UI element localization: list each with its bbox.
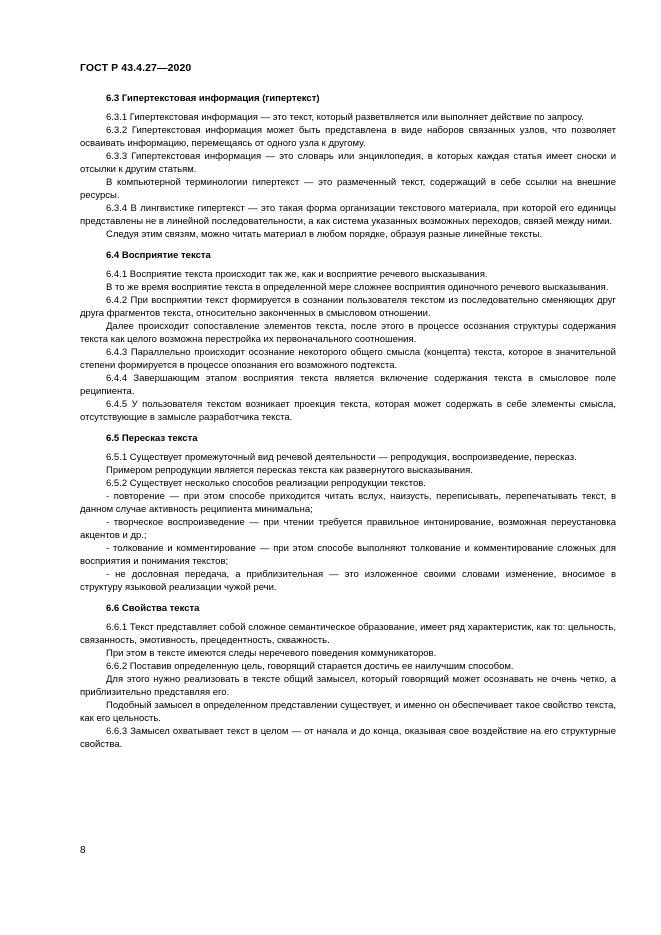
paragraph: Следуя этим связям, можно читать материал в любом порядке, образуя разные линейные тексты. [106,229,543,240]
paragraph: 6.4.5 У пользователя текстом возникает проекция текста, которая может содержать в себе элементы смысла, отсутствующие в замысле разработчика текста. [80,399,616,423]
page-number: 8 [80,845,86,856]
document-header: ГОСТ Р 43.4.27—2020 [80,62,192,74]
paragraph: В то же время восприятие текста в определенной мере сложнее восприятия одиночного речевого высказывания. [106,282,609,293]
paragraph: Примером репродукции является пересказ текста как развернутого высказывания. [106,465,473,476]
paragraph: 6.6.1 Текст представляет собой сложное семантическое образование, имеет ряд характеристик, как то: цельность, связанность, эмотивность, прецедентность, скважность. [80,622,616,646]
paragraph: 6.4.4 Завершающим этапом восприятия текста является включение содержания текста в смысловое поле реципиента. [80,373,616,397]
page-content [80,92,616,751]
paragraph: Подобный замысел в определенном представлении существует, и именно он обеспечивает такое свойство текста, как его цельность. [80,700,616,724]
paragraph: При этом в тексте имеются следы неречевого поведения коммуникаторов. [106,648,437,659]
section-6-5 [80,432,616,594]
paragraph: 6.5.2 Существует несколько способов реализации репродукции текстов. [106,478,426,489]
section-title: 6.4 Восприятие текста [106,250,211,261]
list-item: - повторение — при этом способе приходится читать вслух, наизусть, переписывать, перепечатывать текст, в данном случае активность реципиента минимальна; [80,491,616,515]
section-6-4 [80,249,616,424]
list-item: - толкование и комментирование — при этом способе выполняют толкование и комментирование сложных для восприятия и понимания текстов; [80,543,616,567]
paragraph: 6.4.1 Восприятие текста происходит так же, как и восприятие речевого высказывания. [106,269,488,280]
paragraph: 6.4.3 Параллельно происходит осознание некоторого общего смысла (концепта) текста, которое в значительной степени формируется в процессе опознания его возможного подтекста. [80,347,616,371]
paragraph: 6.4.2 При восприятии текст формируется в сознании пользователя текстом из последовательно сменяющих друг друга фрагментов текста, относительно законченных в смысловом отношении. [80,295,616,319]
section-6-3 [80,92,616,241]
paragraph: 6.5.1 Существует промежуточный вид речевой деятельности — репродукция, воспроизведение, пересказ. [106,452,577,463]
section-title: 6.6 Свойства текста [106,603,200,614]
section-6-6 [80,602,616,751]
paragraph: Далее происходит сопоставление элементов текста, после этого в процессе осознания структуры содержания текста как целого возможна перестройка их первоначального соотношения. [80,321,616,345]
paragraph: В компьютерной терминологии гипертекст — это размеченный текст, содержащий в себе ссылки на внешние ресурсы. [80,177,616,201]
section-title: 6.5 Пересказ текста [106,433,198,444]
paragraph: 6.3.4 В лингвистике гипертекст — это такая форма организации текстового материала, при которой его единицы представлены не в линейной последовательности, а как система указанных возможных переходов, связей между ними. [80,203,616,227]
paragraph: Для этого нужно реализовать в тексте общий замысел, который говорящий может осознавать не очень четко, а приблизительно представляя его. [80,674,616,698]
list-item: - творческое воспроизведение — при чтении требуется правильное интонирование, возможная переустановка акцентов и др.; [80,517,616,541]
paragraph: 6.3.1 Гипертекстовая информация — это текст, который разветвляется или выполняет действие по запросу. [106,112,584,123]
section-title: 6.3 Гипертекстовая информация (гипертекст) [106,93,320,104]
paragraph: 6.3.2 Гипертекстовая информация может быть представлена в виде наборов связанных узлов, что позволяет осваивать информацию, перемещаясь от одного узла к другому. [80,125,616,149]
paragraph: 6.3.3 Гипертекстовая информация — это словарь или энциклопедия, в которых каждая статья имеет сноски и отсылки к другим статьям. [80,151,616,175]
list-item: - не дословная передача, а приблизительная — это изложенное своими словами изменение, вносимое в структуру языковой реализации чужой речи. [80,569,616,593]
paragraph: 6.6.3 Замысел охватывает текст в целом — от начала и до конца, оказывая свое воздействие на его структурные свойства. [80,726,616,750]
paragraph: 6.6.2 Поставив определенную цель, говорящий старается достичь ее наилучшим способом. [106,661,514,672]
